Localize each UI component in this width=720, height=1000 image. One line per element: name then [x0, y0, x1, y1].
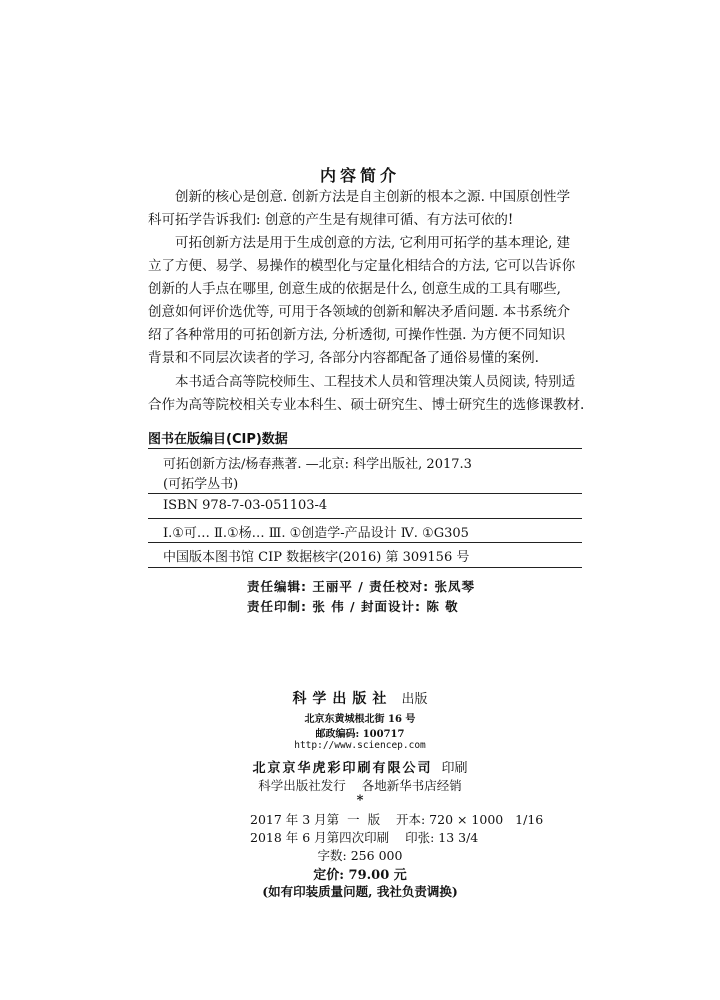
cip-heading: 图书在版编目(CIP)数据	[148, 432, 288, 447]
printer-action: 印刷	[441, 761, 468, 776]
separator-star: *	[356, 793, 364, 808]
printer-line	[0, 757, 720, 776]
cip-title-line: 可拓创新方法/杨春燕著. —北京: 科学出版社, 2017.3	[163, 457, 472, 472]
publisher-line	[0, 688, 720, 708]
summary-line: 背景和不同层次读者的学习, 各部分内容都配备了通俗易懂的案例.	[148, 350, 539, 366]
publisher-name: 科学出版社	[292, 691, 393, 707]
quality-notice: (如有印装质量问题, 我社负责调换)	[262, 884, 458, 899]
publisher-address: 北京东黄城根北街 16 号	[304, 714, 416, 725]
cip-series-line: (可拓学丛书)	[163, 477, 239, 492]
credits-print: 责任印制: 张 伟 / 封面设计: 陈 敬	[247, 599, 459, 614]
publisher-action: 出版	[401, 692, 428, 707]
summary-paragraph-1	[148, 186, 582, 232]
summary-line: 创新的人手点在哪里, 创意生成的依据是什么, 创意生成的工具有哪些,	[148, 281, 561, 297]
summary-line: 创新的核心是创意. 创新方法是自主创新的根本之源. 中国原创性学	[175, 189, 571, 205]
summary-line: 立了方便、易学、易操作的模型化与定量化相结合的方法, 它可以告诉你	[148, 258, 576, 274]
word-count: 字数: 256 000	[317, 848, 403, 863]
summary-line: 合作为高等院校相关专业本科生、硕士研究生、博士研究生的选修课教材.	[148, 397, 585, 413]
summary-line: 可拓创新方法是用于生成创意的方法, 它利用可拓学的基本理论, 建	[175, 235, 571, 251]
cip-divider	[148, 448, 582, 449]
publisher-website: http://www.sciencep.com	[294, 740, 426, 751]
cip-record-line: 中国版本图书馆 CIP 数据核字(2016) 第 309156 号	[163, 550, 470, 565]
summary-line: 绍了各种常用的可拓创新方法, 分析透彻, 可操作性强. 为方便不同知识	[148, 327, 566, 343]
summary-line: 本书适合高等院校师生、工程技术人员和管理决策人员阅读, 特别适	[175, 374, 576, 390]
cip-divider	[148, 518, 582, 519]
cip-divider	[148, 493, 582, 494]
publisher-postcode: 邮政编码: 100717	[315, 729, 405, 740]
cip-divider	[148, 542, 582, 543]
printer-name: 北京京华虎彩印刷有限公司	[252, 761, 433, 776]
summary-title: 内容简介	[319, 166, 400, 185]
summary-paragraph-3	[148, 371, 585, 417]
cip-subject-line: Ⅰ.①可… Ⅱ.①杨… Ⅲ. ①创造学-产品设计 Ⅳ. ①G305	[163, 526, 469, 541]
summary-paragraph-2	[148, 232, 582, 370]
cip-divider	[148, 567, 582, 568]
printing-line: 2018 年 6 月第四次印刷 印张: 13 3/4	[250, 830, 479, 845]
cip-isbn-line: ISBN 978-7-03-051103-4	[163, 498, 328, 513]
credits-editor: 责任编辑: 王丽平 / 责任校对: 张凤琴	[247, 579, 475, 594]
price: 定价: 79.00 元	[313, 868, 407, 883]
summary-line: 科可拓学告诉我们: 创意的产生是有规律可循、有方法可依的!	[148, 212, 514, 228]
summary-line: 创意如何评价选优等, 可用于各领域的创新和解决矛盾问题. 本书系统介	[148, 304, 571, 320]
edition-line: 2017 年 3 月第 一 版 开本: 720 × 1000 1/16	[250, 812, 544, 827]
distribution-line: 科学出版社发行 各地新华书店经销	[258, 778, 462, 793]
